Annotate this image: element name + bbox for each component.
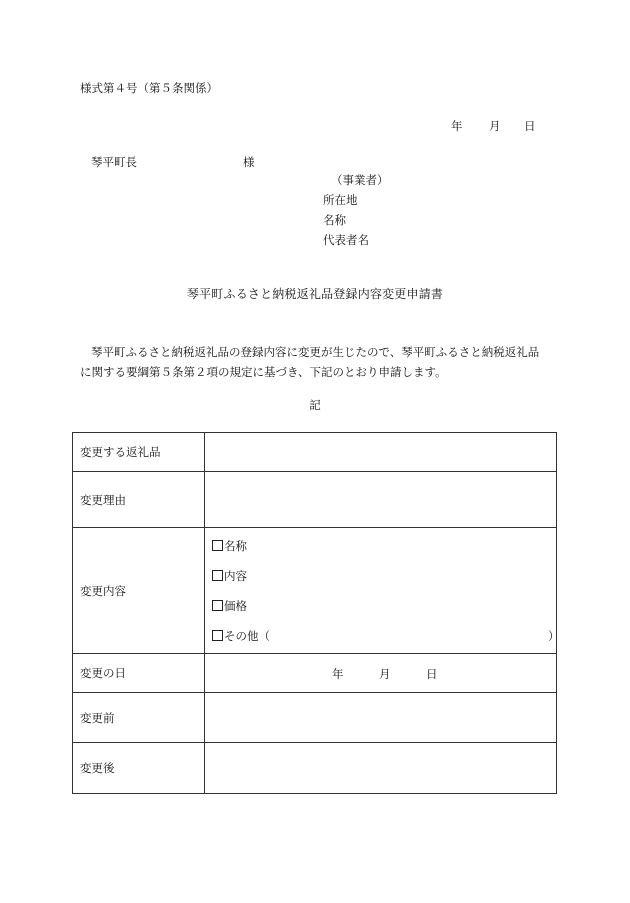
row-label-content: 変更内容 bbox=[73, 528, 205, 654]
address-label: 所在地 bbox=[323, 193, 358, 207]
option-other-label: その他（ bbox=[224, 629, 270, 643]
change-month-label: 月 bbox=[379, 667, 391, 681]
row-label-date: 変更の日 bbox=[73, 654, 205, 693]
table-row bbox=[73, 654, 557, 693]
row-label-after: 変更後 bbox=[73, 743, 205, 794]
before-field[interactable] bbox=[205, 693, 557, 743]
option-price-label: 価格 bbox=[224, 599, 247, 613]
change-day-label: 日 bbox=[426, 667, 438, 681]
application-statement bbox=[80, 342, 560, 382]
row-label-before: 変更前 bbox=[73, 693, 205, 743]
ki-heading: 記 bbox=[309, 398, 321, 412]
row-label-reason: 変更理由 bbox=[73, 472, 205, 528]
checkbox[interactable] bbox=[212, 600, 223, 611]
option-other[interactable] bbox=[212, 628, 560, 644]
addressee-name: 琴平町長 bbox=[91, 155, 137, 169]
option-other-close: ） bbox=[548, 629, 560, 643]
table-row bbox=[73, 472, 557, 528]
checkbox[interactable] bbox=[212, 540, 223, 551]
business-name-label: 名称 bbox=[323, 213, 346, 227]
checkbox[interactable] bbox=[212, 570, 223, 581]
representative-label: 代表者名 bbox=[323, 233, 369, 247]
after-field[interactable] bbox=[205, 743, 557, 794]
change-year-label: 年 bbox=[332, 667, 344, 681]
option-price[interactable] bbox=[212, 598, 247, 614]
applicant-block bbox=[323, 173, 389, 253]
statement-line-2: に関する要綱第５条第２項の規定に基づき、下記のとおり申請します。 bbox=[80, 365, 447, 379]
change-date-field[interactable] bbox=[205, 654, 557, 693]
table-row bbox=[73, 743, 557, 794]
content-options-cell bbox=[205, 528, 560, 654]
option-content[interactable] bbox=[212, 568, 247, 584]
date-day-label: 日 bbox=[524, 119, 536, 133]
option-name-label: 名称 bbox=[224, 539, 247, 553]
item-field[interactable] bbox=[205, 433, 557, 472]
reason-field[interactable] bbox=[205, 472, 557, 528]
form-number: 様式第４号（第５条関係） bbox=[80, 81, 218, 95]
row-label-item: 変更する返礼品 bbox=[73, 433, 205, 472]
table-row bbox=[73, 528, 557, 654]
option-name[interactable] bbox=[212, 538, 247, 554]
date-year-label: 年 bbox=[451, 119, 463, 133]
checkbox[interactable] bbox=[212, 630, 223, 641]
applicant-heading: （事業者） bbox=[331, 173, 389, 187]
table-row bbox=[73, 693, 557, 743]
option-content-label: 内容 bbox=[224, 569, 247, 583]
table-row bbox=[73, 433, 557, 472]
statement-line-1: 琴平町ふるさと納税返礼品の登録内容に変更が生じたので、琴平町ふるさと納税返礼品 bbox=[91, 345, 540, 359]
addressee-honorific: 様 bbox=[243, 155, 255, 169]
date-month-label: 月 bbox=[489, 119, 501, 133]
change-details-table bbox=[72, 432, 560, 794]
document-title: 琴平町ふるさと納税返礼品登録内容変更申請書 bbox=[186, 287, 444, 301]
